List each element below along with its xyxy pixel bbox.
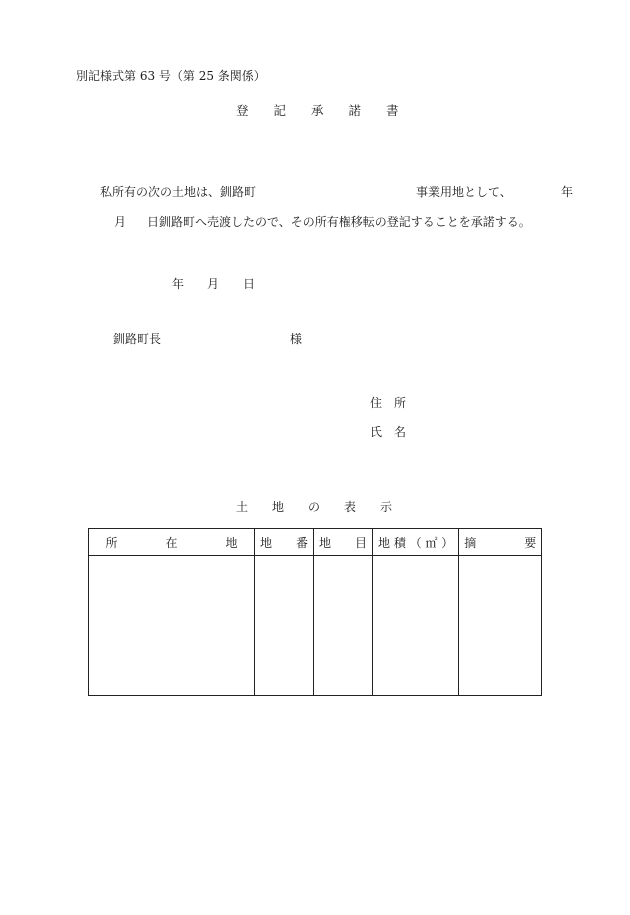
addressee-title: 釧路町長 (113, 332, 162, 346)
cell-area (373, 556, 459, 696)
column-remarks-label: 摘 要 (464, 535, 537, 550)
land-table-header-row (89, 529, 542, 556)
column-land-category (314, 529, 373, 556)
document-title: 登 記 承 諾 書 (236, 103, 399, 118)
date-month: 月 (207, 277, 220, 291)
column-lot-number-label: 地 番 (260, 535, 309, 550)
column-remarks (459, 529, 542, 556)
table-row (89, 556, 542, 696)
column-area (373, 529, 459, 556)
form-number: 別記様式第 63 号（第 25 条関係） (76, 69, 266, 83)
cell-location (89, 556, 255, 696)
date-day: 日 (243, 277, 256, 291)
land-table-title: 土 地 の 表 示 (236, 500, 393, 514)
cell-remarks (459, 556, 542, 696)
column-area-label: 地 積 （ ㎡ ） (378, 535, 454, 550)
date-year: 年 (172, 277, 185, 291)
statement-line1-year: 年 (561, 185, 574, 199)
column-lot-number (255, 529, 314, 556)
statement-line1-purpose: 事業用地として、 (416, 185, 512, 199)
statement-line2-month: 月 (114, 215, 127, 229)
cell-land-category (314, 556, 373, 696)
column-land-category-label: 地 目 (319, 535, 368, 550)
column-location-label: 所 在 地 (105, 535, 238, 550)
statement-line1-prefix: 私所有の次の土地は、釧路町 (100, 185, 257, 199)
column-location (89, 529, 255, 556)
owner-address-label: 住 所 (370, 396, 407, 410)
cell-lot-number (255, 556, 314, 696)
addressee-honorific: 様 (290, 332, 303, 346)
statement-line2-text: 日釧路町へ売渡したので、その所有権移転の登記することを承諾する。 (147, 215, 531, 229)
land-table (88, 528, 542, 696)
owner-name-label: 氏 名 (370, 425, 407, 439)
